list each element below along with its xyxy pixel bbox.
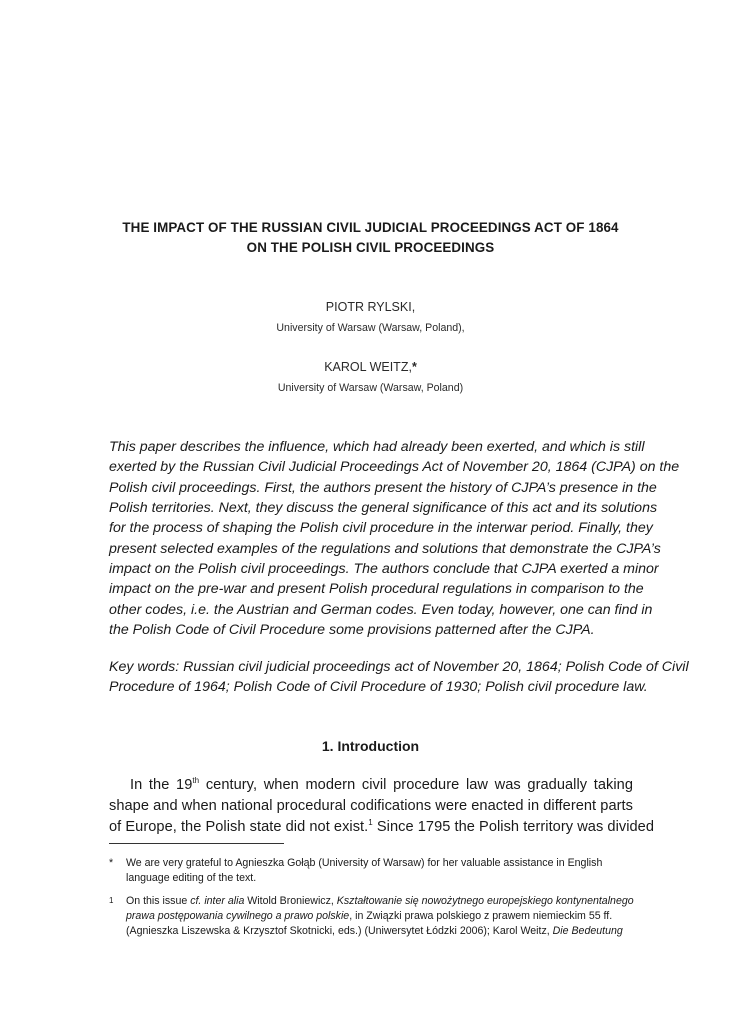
abstract-line: impact on the Polish civil proceedings. The authors conclude that CJPA exerted a minor xyxy=(109,561,659,578)
author-name-2-text: KAROL WEITZ, xyxy=(324,360,412,374)
author-footnote-star[interactable]: * xyxy=(411,360,417,374)
footnote-run: (Agnieszka Liszewska & Krzysztof Skotnicki, eds.) (Uniwersytet Łódzki 2006); Karol Weitz, xyxy=(126,925,553,938)
abstract-line: Polish civil proceedings. First, the authors present the history of CJPA’s presence in the xyxy=(109,479,657,496)
paper-title xyxy=(100,218,641,258)
abstract-line: impact on the pre-war and present Polish procedural regulations in comparison to the xyxy=(109,581,644,598)
abstract-line: present selected examples of the regulations and solutions that demonstrate the CJPA’s xyxy=(109,540,661,557)
body-text xyxy=(109,775,655,838)
footnote-line xyxy=(126,894,633,909)
footnote-mark: 1 xyxy=(109,896,114,905)
footnote-run: Witold Broniewicz, xyxy=(244,895,337,907)
body-text-run: of Europe, the Polish state did not exist. xyxy=(109,819,369,835)
body-line: shape and when national procedural codifications were enacted in different parts xyxy=(109,798,633,814)
footnote-run: Die Bedeutung xyxy=(552,925,623,938)
footnote-text xyxy=(126,894,633,940)
abstract xyxy=(109,437,680,640)
footnote-run: , in Związki prawa polskiego z prawem niemieckim 55 ff. xyxy=(349,910,613,923)
footnote-line xyxy=(126,909,633,924)
abstract-line: for the process of shaping the Polish civil procedure in the interwar period. Finally, they xyxy=(109,520,653,537)
author-name-1: PIOTR RYLSKI, xyxy=(325,300,416,314)
footnote-run: prawa postępowania cywilnego a prawo polskie xyxy=(126,910,350,923)
section-heading: 1. Introduction xyxy=(321,738,420,754)
superscript: th xyxy=(192,776,200,786)
body-text-run: In the 19 xyxy=(130,777,193,793)
footnote-line xyxy=(126,924,633,939)
footnote-rule xyxy=(109,843,284,844)
abstract-line: the Polish Code of Civil Procedure some provisions patterned after the CJPA. xyxy=(109,622,595,639)
footnote-run: On this issue xyxy=(126,895,191,907)
body-line xyxy=(109,775,633,796)
abstract-line: Polish territories. Next, they discuss the general significance of this act and its solutions xyxy=(109,500,658,517)
abstract-line: other codes, i.e. the Austrian and German codes. Even today, however, one can find in xyxy=(109,601,653,618)
title-line-2: ON THE POLISH CIVIL PROCEEDINGS xyxy=(246,240,495,255)
body-text-run: century, when modern civil procedure law was gradually taking xyxy=(199,777,633,793)
keywords xyxy=(109,657,689,698)
footnote-mark: * xyxy=(109,857,114,869)
footnote-ref-1[interactable]: 1 xyxy=(368,818,373,828)
title-line-1: THE IMPACT OF THE RUSSIAN CIVIL JUDICIAL PROCEEDINGS ACT OF 1864 xyxy=(122,220,619,235)
keywords-line: Procedure of 1964; Polish Code of Civil Procedure of 1930; Polish civil procedure law. xyxy=(109,679,648,696)
abstract-line: This paper describes the influence, which had already been exerted, and which is still xyxy=(109,439,645,455)
footnote-run: cf. inter alia xyxy=(190,895,245,907)
footnote-line: language editing of the text. xyxy=(126,872,257,885)
footnote-run: Kształtowanie się nowożytnego europejskiego kontynentalnego xyxy=(336,895,634,907)
footnote-line: We are very grateful to Agnieszka Gołąb (University of Warsaw) for her valuable assistance in English xyxy=(126,857,603,869)
author-affiliation-2: University of Warsaw (Warsaw, Poland) xyxy=(277,382,464,394)
abstract-line: exerted by the Russian Civil Judicial Proceedings Act of November 20, 1864 (CJPA) on the xyxy=(109,459,680,476)
author-name-2 xyxy=(100,360,641,374)
author-affiliation-1: University of Warsaw (Warsaw, Poland), xyxy=(276,322,465,334)
keywords-line: Key words: Russian civil judicial proceedings act of November 20, 1864; Polish Code of Civil xyxy=(109,659,689,675)
body-line xyxy=(109,817,655,838)
footnote-text xyxy=(126,856,633,886)
body-text-run: Since 1795 the Polish territory was divided xyxy=(372,819,655,835)
footnote-1 xyxy=(109,894,633,940)
footnote-star xyxy=(109,856,633,886)
